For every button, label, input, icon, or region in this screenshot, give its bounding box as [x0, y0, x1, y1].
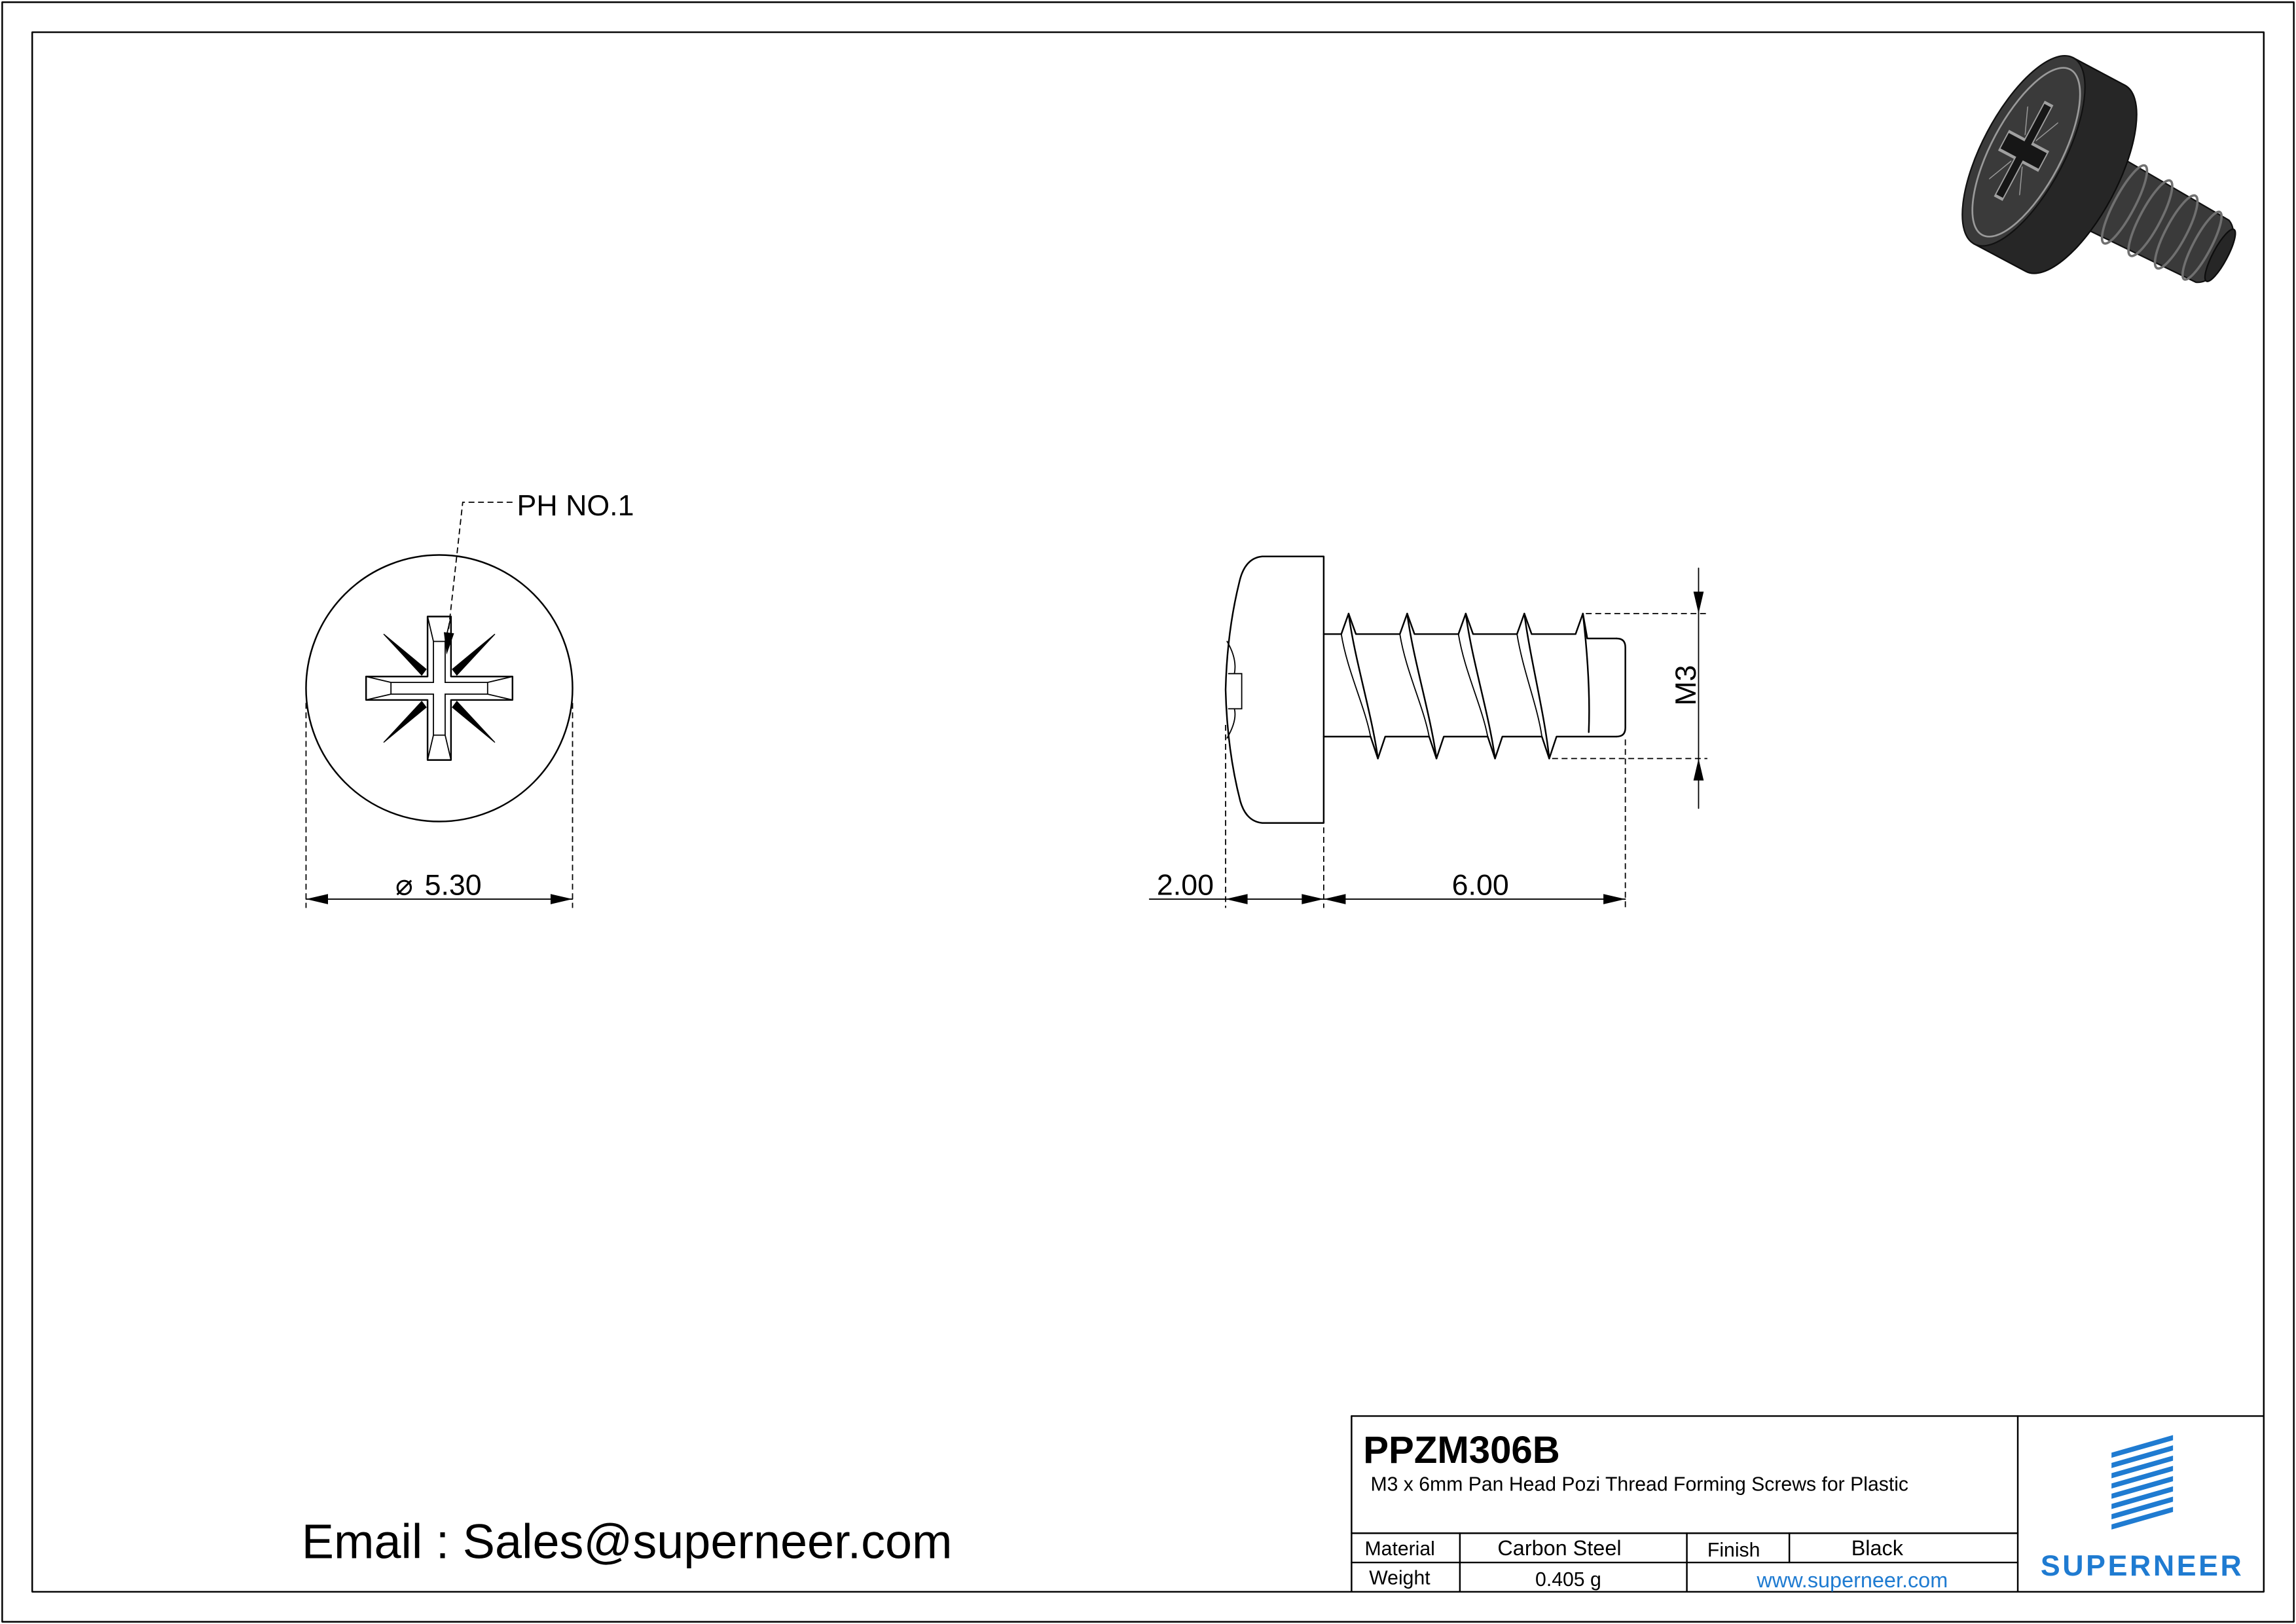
- recess-leader-line: [448, 502, 512, 634]
- brand-name: SUPERNEER: [2040, 1550, 2244, 1583]
- recess-tick-wedge: [452, 701, 495, 743]
- side-view: [1150, 557, 1707, 908]
- recess-tick-wedge: [384, 634, 426, 675]
- material-value: Carbon Steel: [1497, 1536, 1622, 1560]
- thread-size-value: M3: [1669, 665, 1702, 706]
- part-number: PPZM306B: [1363, 1429, 1560, 1472]
- material-label: Material: [1364, 1538, 1435, 1560]
- dim-arrow: [551, 894, 573, 904]
- contact-email: Email : Sales@superneer.com: [301, 1514, 953, 1569]
- head-recess-profile: [1227, 641, 1241, 738]
- length-value: 6.00: [1451, 869, 1509, 902]
- sheet-outer-border: [2, 2, 2293, 1621]
- dim-arrow: [1694, 758, 1704, 781]
- website-link[interactable]: www.superneer.com: [1757, 1568, 1948, 1593]
- dim-arrow: [1694, 591, 1704, 614]
- dim-arrow: [306, 894, 328, 904]
- head-height-value: 2.00: [1156, 869, 1214, 902]
- top-view: [306, 490, 634, 908]
- head-diameter-value: 5.30: [424, 869, 482, 902]
- head-outline: [306, 555, 572, 822]
- weight-value: 0.405 g: [1535, 1568, 1601, 1591]
- thread-bottom-profile: [1324, 737, 1616, 759]
- dim-arrow: [1324, 894, 1346, 904]
- thread-root-line: [1400, 634, 1429, 737]
- drawing-frame: [32, 32, 2264, 1592]
- pozi-recess-icon: [366, 616, 513, 760]
- title-block: [1351, 1416, 2263, 1592]
- superneer-stripes-logo-icon: [2111, 1435, 2173, 1530]
- dim-arrow: [1226, 894, 1248, 904]
- dim-arrow: [1603, 894, 1626, 904]
- thread-root-line: [1341, 634, 1371, 737]
- recess-tick-wedge: [452, 634, 495, 675]
- screw-tip: [1616, 638, 1625, 737]
- part-description: M3 x 6mm Pan Head Pozi Thread Forming Screws for Plastic: [1370, 1473, 1909, 1496]
- thread-top-profile: [1324, 614, 1616, 638]
- head-profile: [1226, 557, 1324, 823]
- recess-tick-wedge: [384, 701, 426, 743]
- recess-callout-label: PH NO.1: [517, 490, 634, 523]
- finish-label: Finish: [1707, 1540, 1760, 1562]
- thread-root-line: [1459, 634, 1488, 737]
- weight-label: Weight: [1369, 1567, 1430, 1589]
- finish-value: Black: [1851, 1536, 1903, 1560]
- dim-arrow: [1302, 894, 1324, 904]
- diameter-symbol: ⌀: [395, 867, 413, 902]
- screw-3d-render-icon: [1938, 39, 2276, 352]
